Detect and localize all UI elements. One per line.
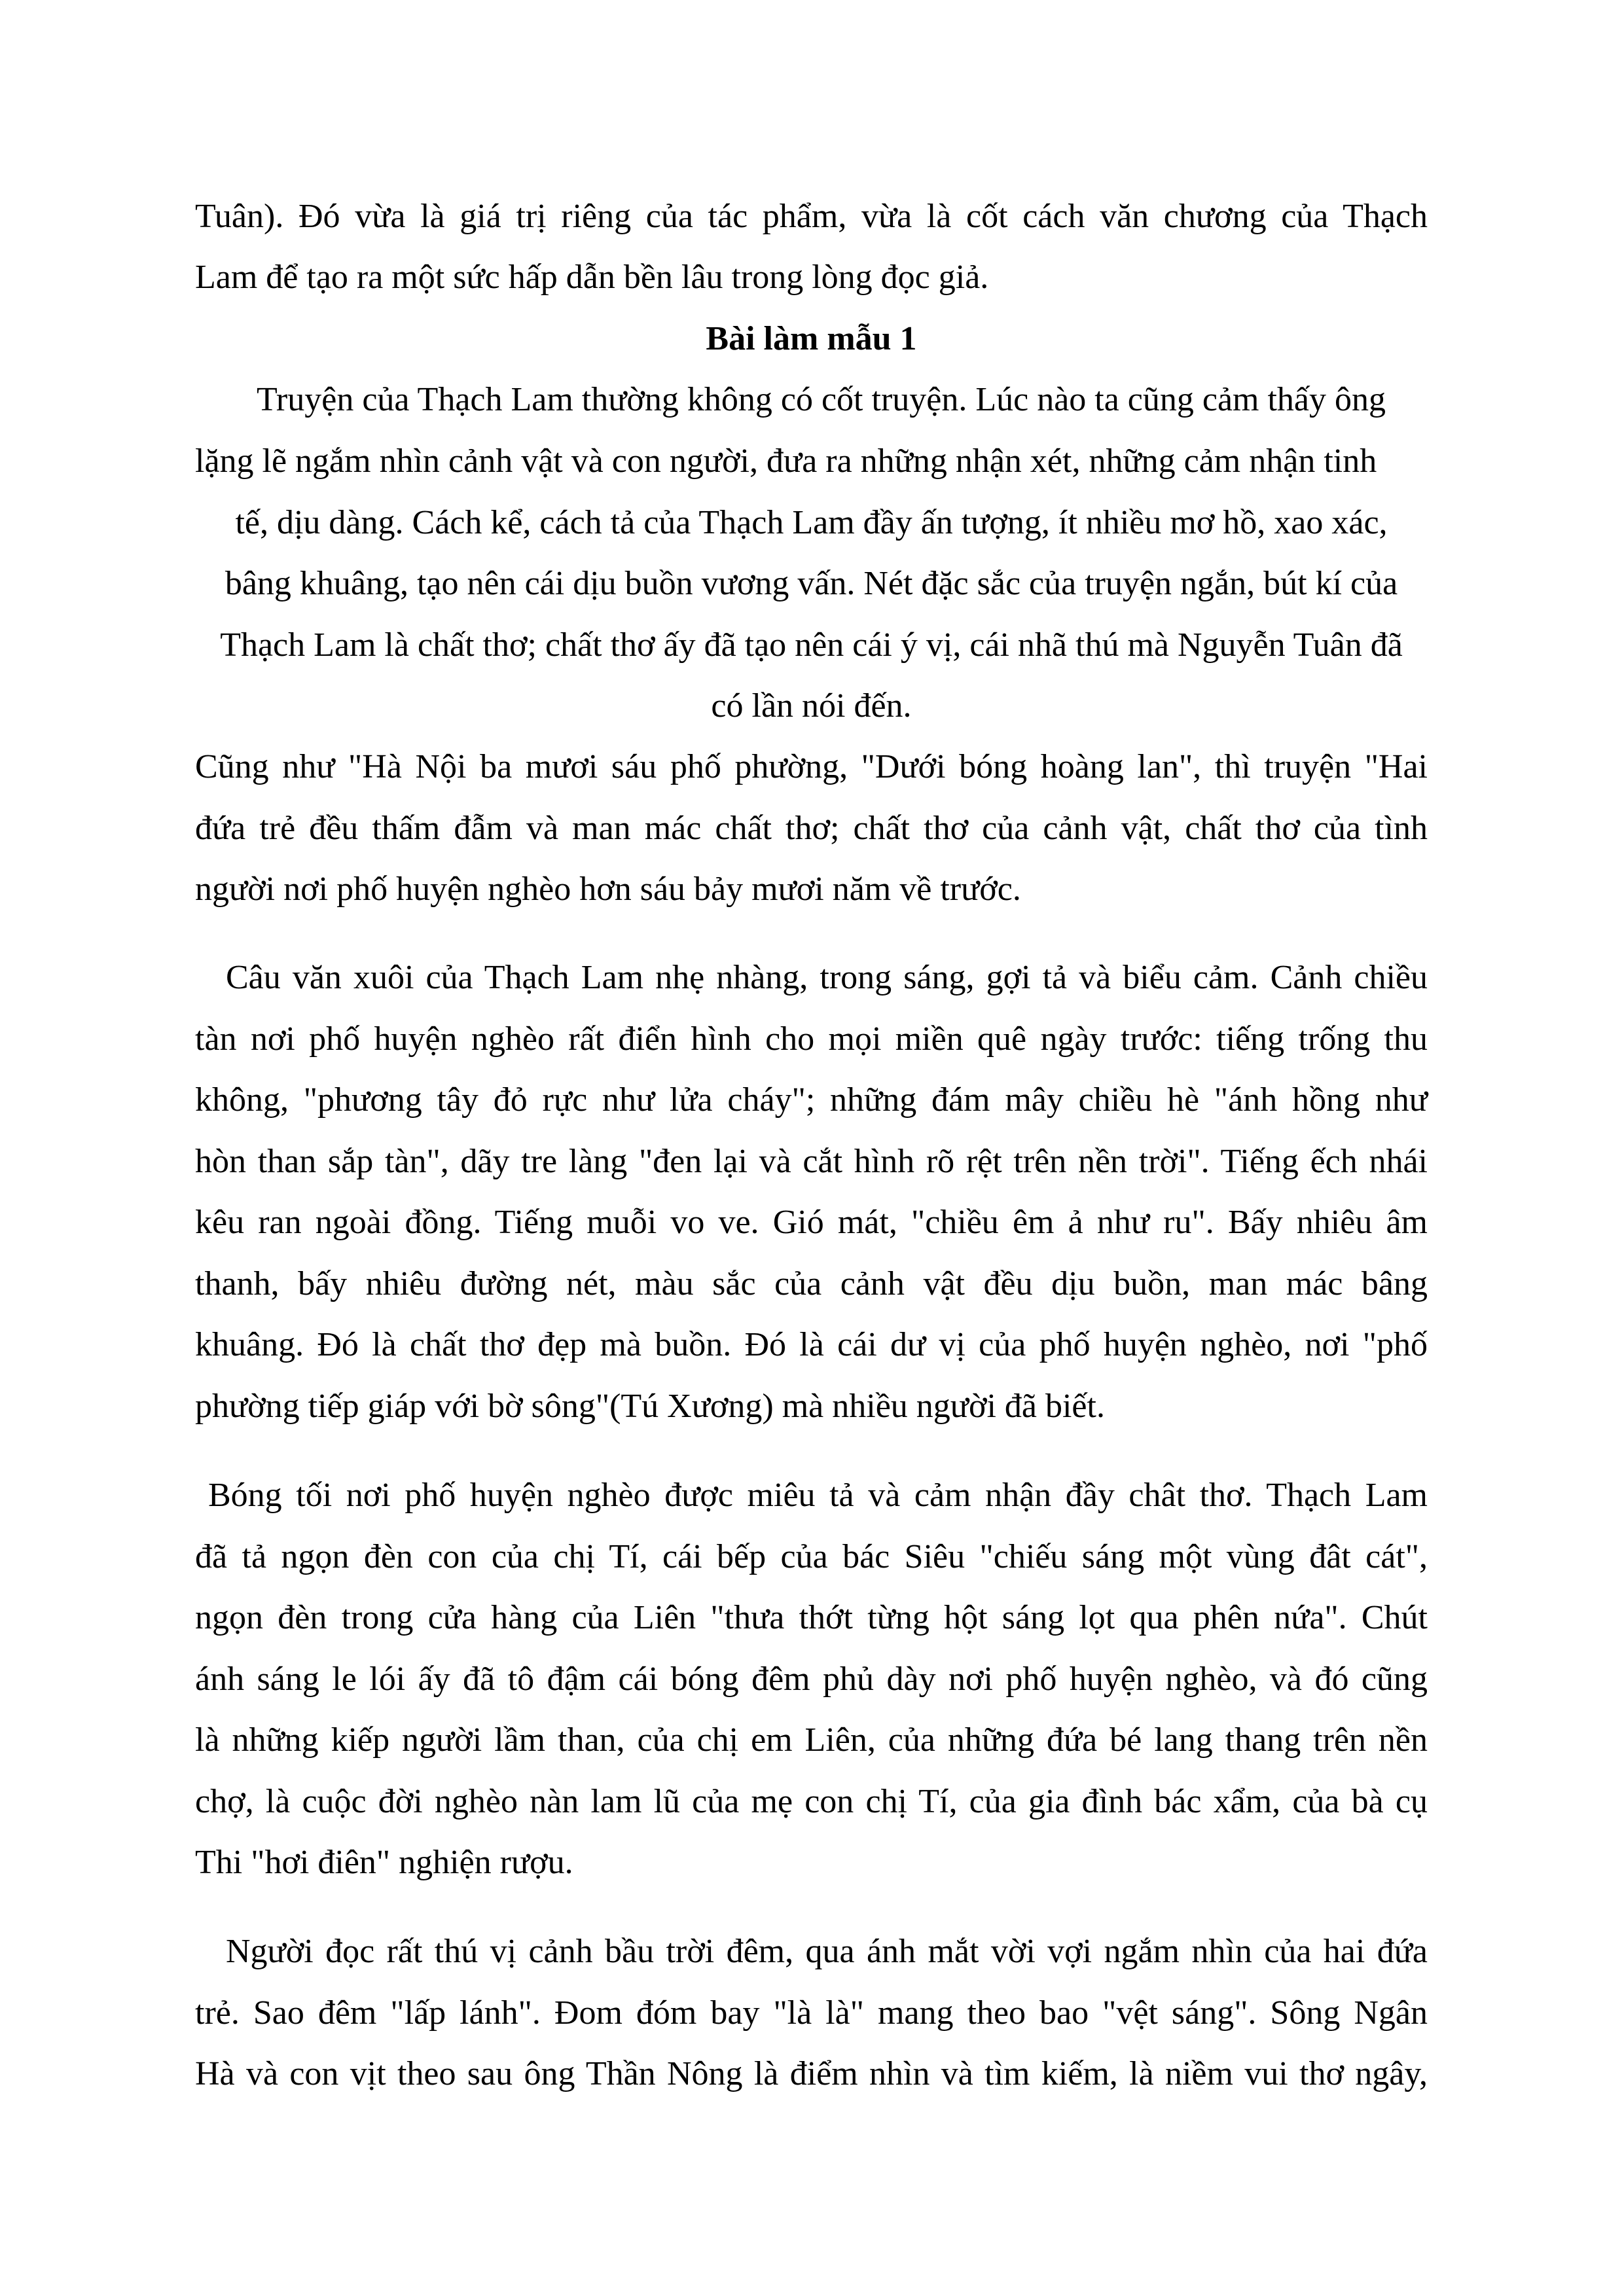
text-line: bâng khuâng, tạo nên cái dịu buồn vương vấn. Nét đặc sắc của truyện ngắn, bút kí của	[225, 565, 1398, 602]
text-line: Cũng như "Hà Nội ba mươi sáu phố phường, "Dưới bóng hoàng lan", thì truyện "Hai	[195, 748, 1428, 785]
text-line: Lam để tạo ra một sức hấp dẫn bền lâu trong lòng đọc giả.	[195, 259, 989, 296]
text-line: Truyện của Thạch Lam thường không có cốt truyện. Lúc nào ta cũng cảm thấy ông	[257, 381, 1386, 418]
text-line: đã tả ngọn đèn con của chị Tí, cái bếp của bác Siêu "chiếu sáng một vùng đât cát",	[195, 1538, 1428, 1575]
text-line: Hà và con vịt theo sau ông Thần Nông là điểm nhìn và tìm kiếm, là niềm vui thơ ngây,	[195, 2055, 1428, 2092]
text-line: Tuân). Đó vừa là giá trị riêng của tác phẩm, vừa là cốt cách văn chương của Thạch	[195, 198, 1428, 235]
text-line: ngọn đèn trong cửa hàng của Liên "thưa thớt từng hột sáng lọt qua phên nứa". Chút	[195, 1599, 1428, 1636]
text-line: không, "phương tây đỏ rực như lửa cháy"; những đám mây chiều hè "ánh hồng như	[195, 1081, 1428, 1119]
text-line: có lần nói đến.	[711, 687, 912, 725]
text-line: khuâng. Đó là chất thơ đẹp mà buồn. Đó là cái dư vị của phố huyện nghèo, nơi "phố	[195, 1326, 1428, 1363]
text-line: Bóng tối nơi phố huyện nghèo được miêu tả và cảm nhận đầy chât thơ. Thạch Lam	[208, 1477, 1428, 1514]
text-line: ánh sáng le lói ấy đã tô đậm cái bóng đêm phủ dày nơi phố huyện nghèo, và đó cũng	[195, 1660, 1428, 1698]
text-line: phường tiếp giáp với bờ sông"(Tú Xương) mà nhiều người đã biết.	[195, 1388, 1105, 1425]
text-line: lặng lẽ ngắm nhìn cảnh vật và con người, đưa ra những nhận xét, những cảm nhận tinh	[195, 442, 1377, 480]
text-line: chợ, là cuộc đời nghèo nàn lam lũ của mẹ con chị Tí, của gia đình bác xẩm, của bà cụ	[195, 1783, 1428, 1820]
section-heading: Bài làm mẫu 1	[706, 320, 917, 357]
text-line: Thạch Lam là chất thơ; chất thơ ấy đã tạo nên cái ý vị, cái nhã thú mà Nguyễn Tuân đã	[220, 626, 1403, 664]
text-line: người nơi phố huyện nghèo hơn sáu bảy mươi năm về trước.	[195, 870, 1021, 908]
text-line: tế, dịu dàng. Cách kể, cách tả của Thạch Lam đầy ấn tượng, ít nhiều mơ hồ, xao xác,	[235, 504, 1388, 541]
text-line: kêu ran ngoài đồng. Tiếng muỗi vo ve. Gió mát, "chiều êm ả như ru". Bấy nhiêu âm	[195, 1204, 1428, 1241]
text-line: trẻ. Sao đêm "lấp lánh". Đom đóm bay "là là" mang theo bao "vệt sáng". Sông Ngân	[195, 1994, 1428, 2032]
text-line: tàn nơi phố huyện nghèo rất điển hình cho mọi miền quê ngày trước: tiếng trống thu	[195, 1020, 1428, 1058]
text-line: Câu văn xuôi của Thạch Lam nhẹ nhàng, trong sáng, gợi tả và biểu cảm. Cảnh chiều	[226, 959, 1428, 996]
text-line: Thi "hơi điên" nghiện rượu.	[195, 1844, 573, 1881]
text-line: Người đọc rất thú vị cảnh bầu trời đêm, qua ánh mắt vời vợi ngắm nhìn của hai đứa	[226, 1933, 1428, 1970]
text-line: hòn than sắp tàn", dãy tre làng "đen lại và cắt hình rõ rệt trên nền trời". Tiếng ếch nhái	[195, 1143, 1428, 1180]
text-line: là những kiếp người lầm than, của chị em Liên, của những đứa bé lang thang trên nền	[195, 1721, 1428, 1759]
text-line: thanh, bấy nhiêu đường nét, màu sắc của cảnh vật đều dịu buồn, man mác bâng	[195, 1265, 1428, 1302]
text-line: đứa trẻ đều thấm đẫm và man mác chất thơ; chất thơ của cảnh vật, chất thơ của tình	[195, 810, 1428, 847]
